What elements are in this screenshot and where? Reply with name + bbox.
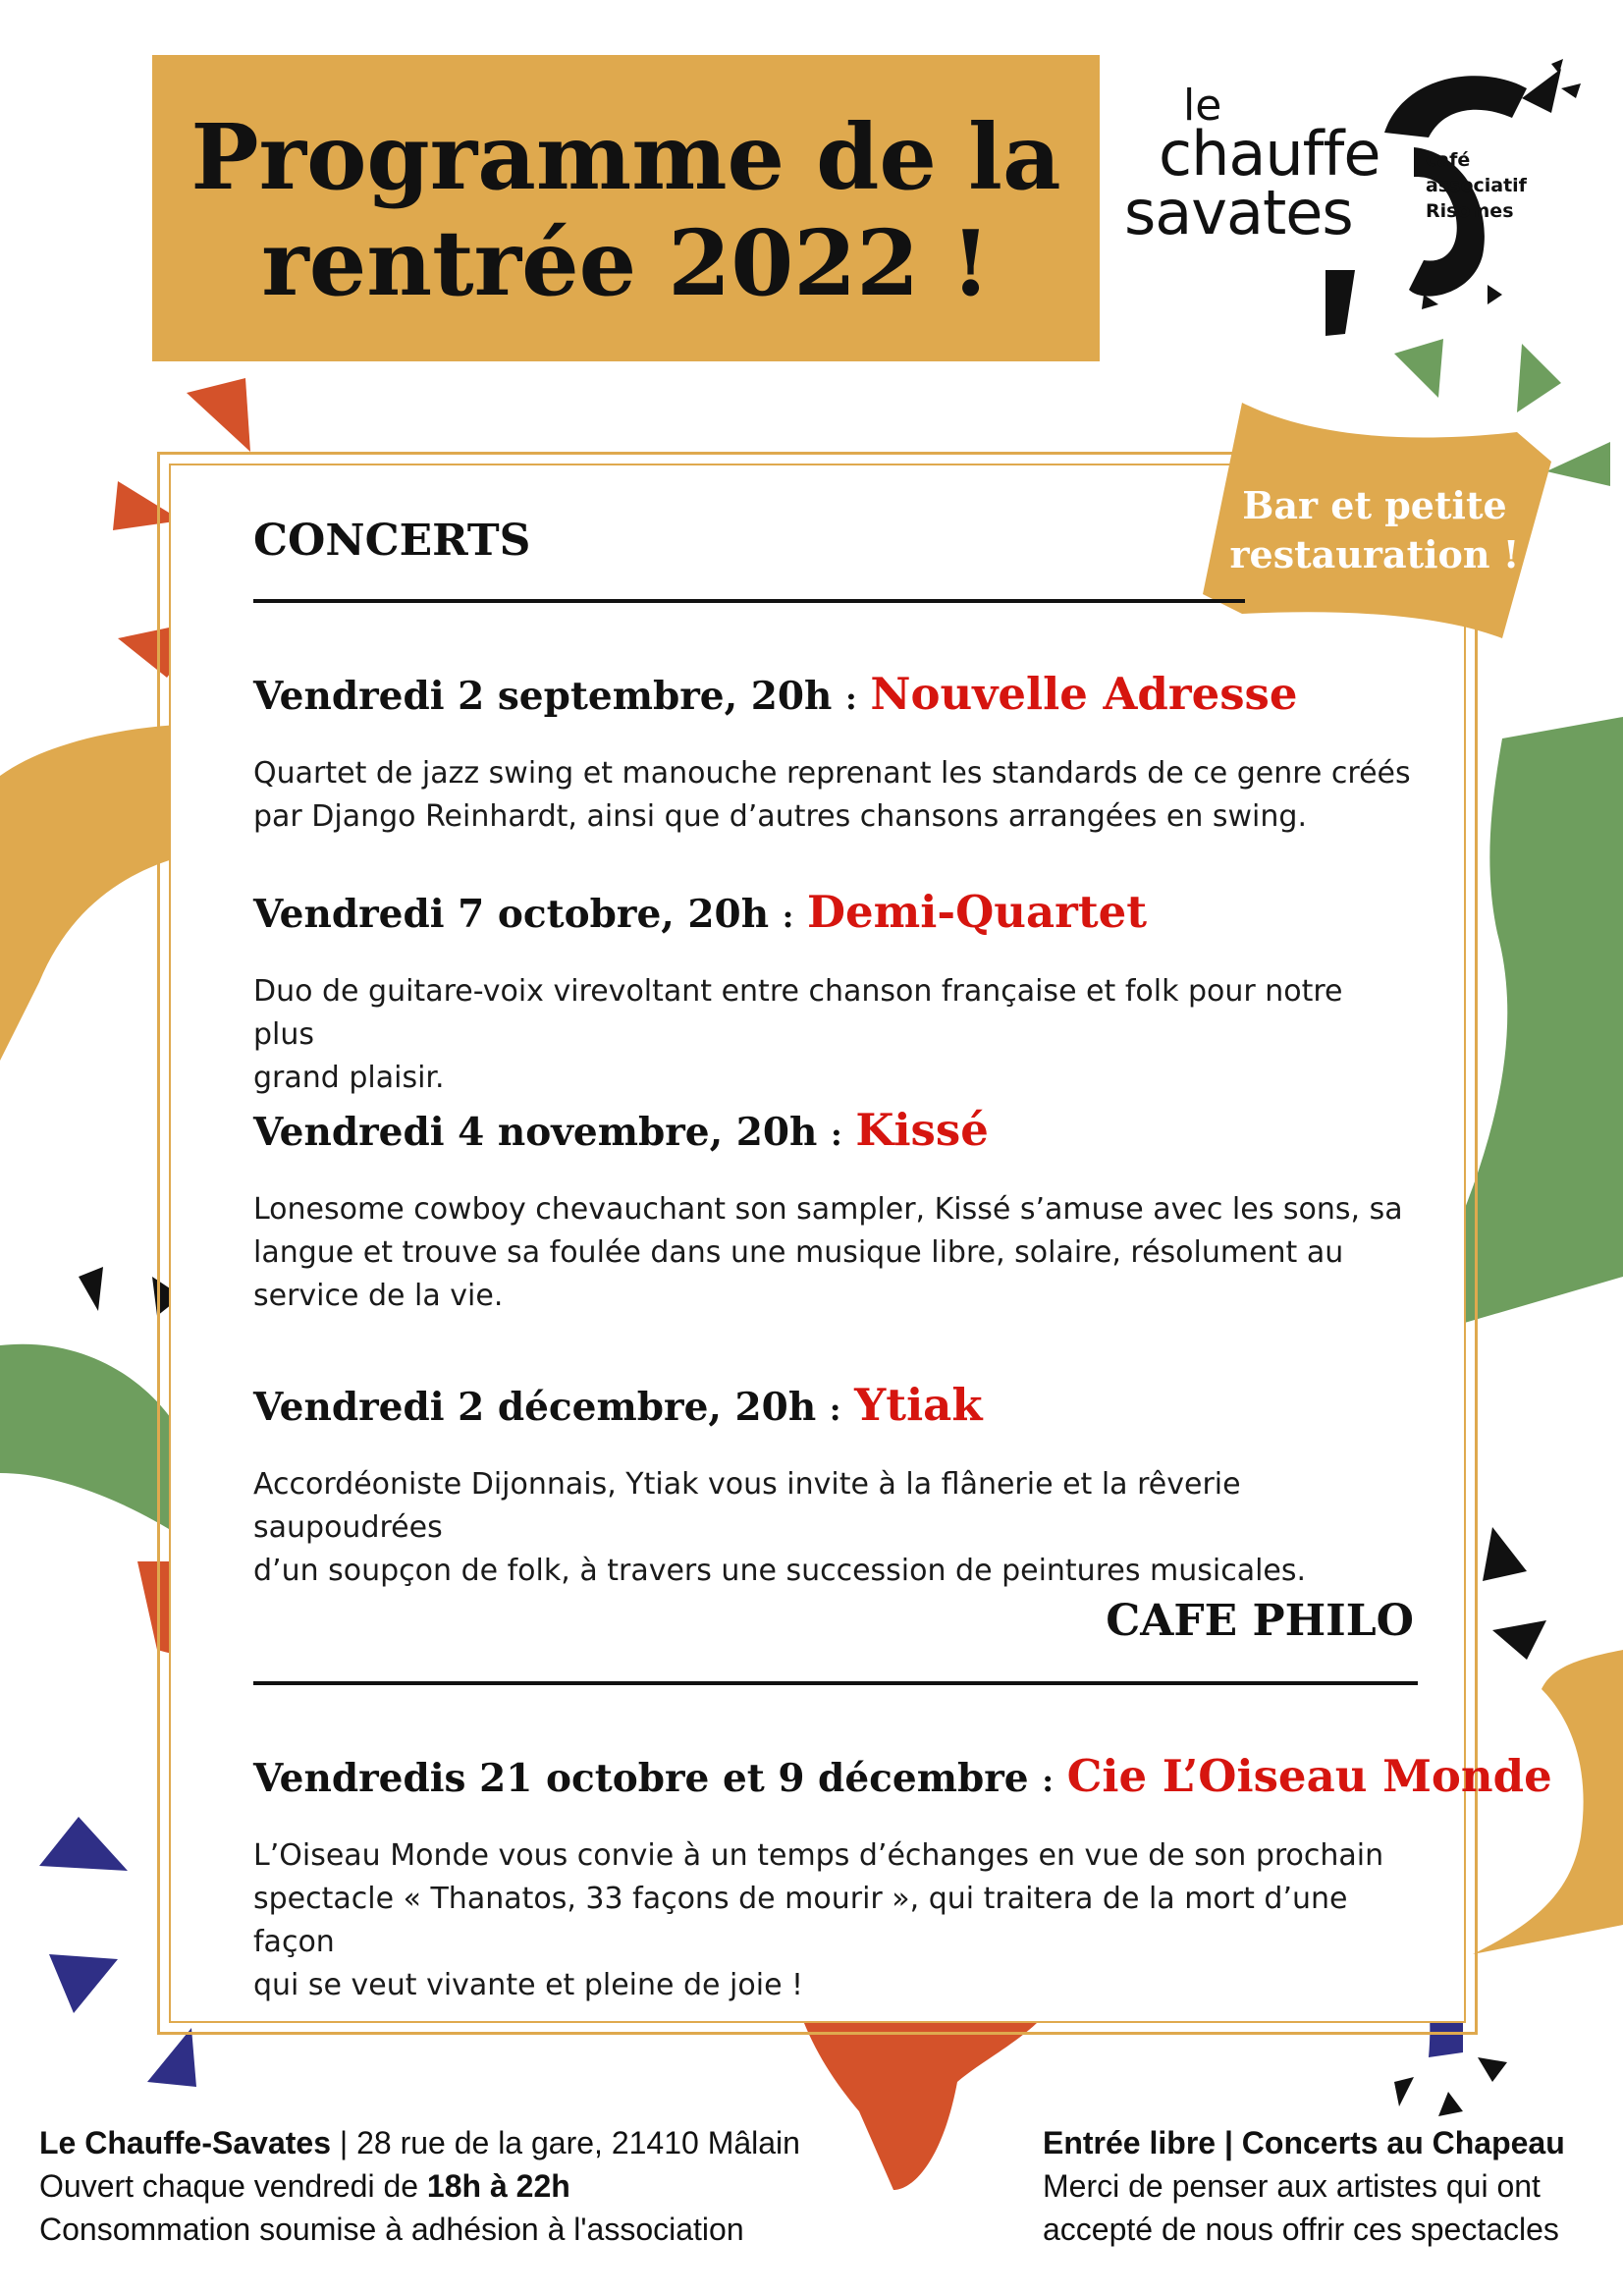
cafe-philo-divider <box>253 1681 1418 1685</box>
event-heading <box>253 1104 989 1156</box>
event-artist: Demi-Quartet <box>807 886 1148 938</box>
event-artist: Cie L’Oiseau Monde <box>1066 1750 1552 1802</box>
event-description <box>253 1188 1412 1318</box>
bar-badge-text <box>1217 481 1532 579</box>
opening-hours: 18h à 22h <box>426 2168 570 2204</box>
event-heading <box>253 1379 983 1431</box>
logo-word-le: le <box>1183 81 1222 131</box>
black-triangle-5 <box>1483 1527 1527 1581</box>
green-triangle-3 <box>1546 442 1610 486</box>
concerts-heading: CONCERTS <box>253 516 531 566</box>
description-line: langue et trouve sa foulée dans une musique libre, solaire, résolument au <box>253 1235 1344 1270</box>
description-line: Quartet de jazz swing et manouche reprenant les standards de ce genre créés <box>253 756 1411 791</box>
description-line: Duo de guitare-voix virevoltant entre chanson française et folk pour notre plus <box>253 974 1343 1052</box>
concerts-divider <box>253 599 1245 603</box>
footer-thanks-line: Merci de penser aux artistes qui ont <box>1043 2168 1541 2204</box>
title-line-1: Programme de la <box>190 104 1061 210</box>
event-heading <box>253 886 1147 938</box>
hours-prefix: Ouvert chaque vendredi de <box>39 2168 427 2204</box>
event-heading <box>253 1750 1552 1802</box>
description-line: Lonesome cowboy chevauchant son sampler, Kissé s’amuse avec les sons, sa <box>253 1192 1403 1227</box>
event-date: Vendredi 4 novembre, 20h <box>253 1110 818 1155</box>
description-line: d’un soupçon de folk, à travers une succession de peintures musicales. <box>253 1554 1307 1588</box>
logo-word-savates: savates <box>1124 177 1353 248</box>
footer-entry-headline <box>1043 2121 1565 2164</box>
description-line: grand plaisir. <box>253 1061 445 1095</box>
event-artist: Kissé <box>855 1104 989 1156</box>
event-description <box>253 1463 1412 1593</box>
event-artist: Nouvelle Adresse <box>870 668 1298 720</box>
black-triangle-6 <box>1492 1620 1546 1660</box>
event-date: Vendredis 21 octobre et 9 décembre <box>253 1756 1029 1801</box>
navy-triangle-2 <box>49 1954 118 2013</box>
black-triangle-1 <box>79 1267 103 1311</box>
red-triangle-1 <box>187 378 250 452</box>
event-separator: : <box>782 898 794 935</box>
footer-entry-info <box>1043 2121 1565 2251</box>
event-date: Vendredi 2 septembre, 20h <box>253 674 833 719</box>
black-triangle-8 <box>1438 2092 1463 2116</box>
page-title <box>152 104 1100 316</box>
gold-arc-right <box>1473 1650 1623 1954</box>
description-line: L’Oiseau Monde vous convie à un temps d’échanges en vue de son prochain <box>253 1838 1384 1873</box>
logo-tagline-1: café <box>1426 149 1471 171</box>
entry-headline: Entrée libre | Concerts au Chapeau <box>1043 2125 1565 2160</box>
description-line: qui se veut vivante et pleine de joie ! <box>253 1968 804 2002</box>
footer-hours-line <box>39 2164 800 2208</box>
footer-venue-info <box>39 2121 800 2251</box>
venue-address: | 28 rue de la gare, 21410 Mâlain <box>330 2125 800 2160</box>
footer-address-line <box>39 2121 800 2164</box>
black-triangle-9 <box>1478 2057 1507 2082</box>
description-line: Accordéoniste Dijonnais, Ytiak vous invite à la flânerie et la rêverie saupoudrées <box>253 1467 1241 1545</box>
logo-tagline-2: associatif <box>1426 175 1527 196</box>
event-date: Vendredi 2 décembre, 20h <box>253 1385 817 1430</box>
navy-triangle-3 <box>147 2028 196 2087</box>
event-separator: : <box>1042 1762 1054 1799</box>
footer-thanks-line: accepté de nous offrir ces spectacles <box>1043 2212 1559 2247</box>
cafe-philo-heading: CAFE PHILO <box>1106 1596 1414 1646</box>
badge-line-1: Bar et petite <box>1242 483 1507 527</box>
description-line: service de la vie. <box>253 1279 504 1313</box>
description-line: par Django Reinhardt, ainsi que d’autres chansons arrangées en swing. <box>253 799 1307 834</box>
footer-membership-line: Consommation soumise à adhésion à l'association <box>39 2212 744 2247</box>
black-triangle-7 <box>1394 2077 1414 2106</box>
description-line: spectacle « Thanatos, 33 façons de mourir », qui traitera de la mort d’une façon <box>253 1882 1348 1959</box>
event-heading <box>253 668 1298 720</box>
event-separator: : <box>830 1116 842 1153</box>
badge-line-2: restauration ! <box>1229 532 1520 576</box>
event-separator: : <box>844 680 857 717</box>
logo-tagline-3: Risomes <box>1426 200 1514 222</box>
venue-name: Le Chauffe-Savates <box>39 2125 331 2160</box>
event-description <box>253 970 1412 1100</box>
navy-triangle-1 <box>39 1817 128 1871</box>
title-banner <box>152 55 1100 361</box>
event-description <box>253 752 1412 839</box>
title-line-2: rentrée 2022 ! <box>261 210 991 316</box>
chauffe-savates-logo <box>1090 59 1600 354</box>
event-separator: : <box>829 1391 841 1428</box>
event-description <box>253 1834 1412 2007</box>
event-artist: Ytiak <box>854 1379 983 1431</box>
logo-word-chauffe: chauffe <box>1159 118 1380 190</box>
event-date: Vendredi 7 octobre, 20h <box>253 892 770 937</box>
